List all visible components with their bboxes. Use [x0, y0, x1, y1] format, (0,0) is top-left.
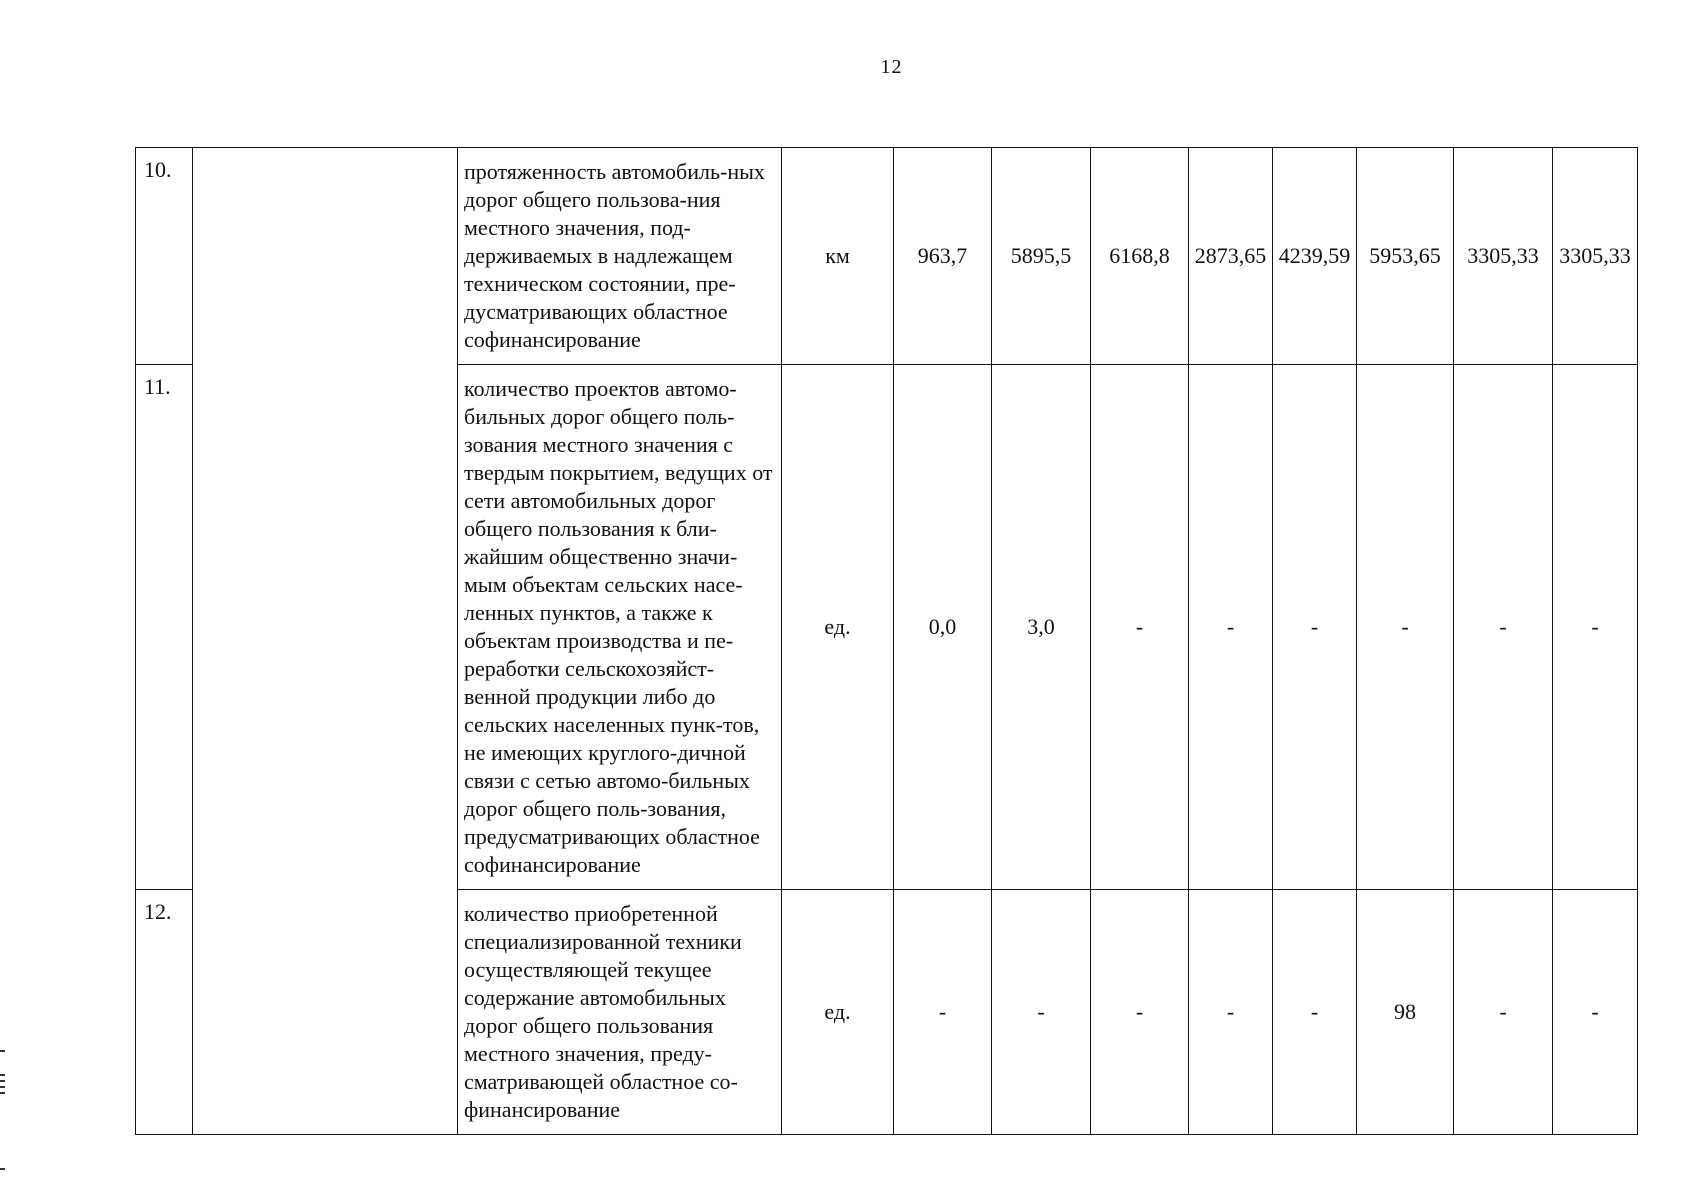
value-cell: -	[1189, 365, 1273, 890]
value-cell: -	[1273, 365, 1357, 890]
page-number: 12	[880, 56, 903, 78]
value-cell: -	[1454, 365, 1553, 890]
value-cell: 3,0	[992, 365, 1091, 890]
value-cell: -	[1091, 365, 1189, 890]
value-cell: -	[1454, 890, 1553, 1135]
scan-margin-marks	[0, 1050, 6, 1170]
value-cell: -	[992, 890, 1091, 1135]
table-row	[136, 148, 1638, 365]
value-cell: 2873,65	[1189, 148, 1273, 365]
indicator-description: количество проектов автомо-бильных дорог общего поль-зования местного значения с твердым покрытием, ведущих от сети автомобильных дорог общего пользования к бли-жайшим общественно значи-мым объектам сельских насе-ленных пунктов, а также к объектам производства и пе-реработки сельскохозяйст-венной продукции либо до сельских населенных пунк-тов, не имеющих круглого-дичной связи с сетью автомо-бильных дорог общего поль-зования, предусматривающих областное софинансирование	[458, 365, 782, 890]
row-number: 12.	[136, 890, 193, 1135]
indicator-description: протяженность автомобиль-ных дорог общего пользова-ния местного значения, под-держиваемых в надлежащем техническом состоянии, пре-дусматривающих областное софинансирование	[458, 148, 782, 365]
indicator-description: количество приобретенной специализированной техники осуществляющей текущее содержание автомобильных дорог общего пользования местного значения, преду-сматривающей областное со-финансирование	[458, 890, 782, 1135]
value-cell: 3305,33	[1553, 148, 1638, 365]
value-cell: 6168,8	[1091, 148, 1189, 365]
indicators-table	[135, 147, 1638, 1135]
value-cell: -	[894, 890, 992, 1135]
value-cell: -	[1273, 890, 1357, 1135]
value-cell: -	[1091, 890, 1189, 1135]
value-cell: -	[1553, 365, 1638, 890]
unit-cell: км	[782, 148, 894, 365]
value-cell: 0,0	[894, 365, 992, 890]
value-cell: 5895,5	[992, 148, 1091, 365]
value-cell: 963,7	[894, 148, 992, 365]
row-number: 11.	[136, 365, 193, 890]
value-cell: 3305,33	[1454, 148, 1553, 365]
unit-cell: ед.	[782, 890, 894, 1135]
row-number: 10.	[136, 148, 193, 365]
value-cell: 98	[1357, 890, 1454, 1135]
value-cell: 4239,59	[1273, 148, 1357, 365]
value-cell: -	[1357, 365, 1454, 890]
unit-cell: ед.	[782, 365, 894, 890]
program-name-cell	[193, 148, 458, 1135]
value-cell: 5953,65	[1357, 148, 1454, 365]
value-cell: -	[1553, 890, 1638, 1135]
value-cell: -	[1189, 890, 1273, 1135]
